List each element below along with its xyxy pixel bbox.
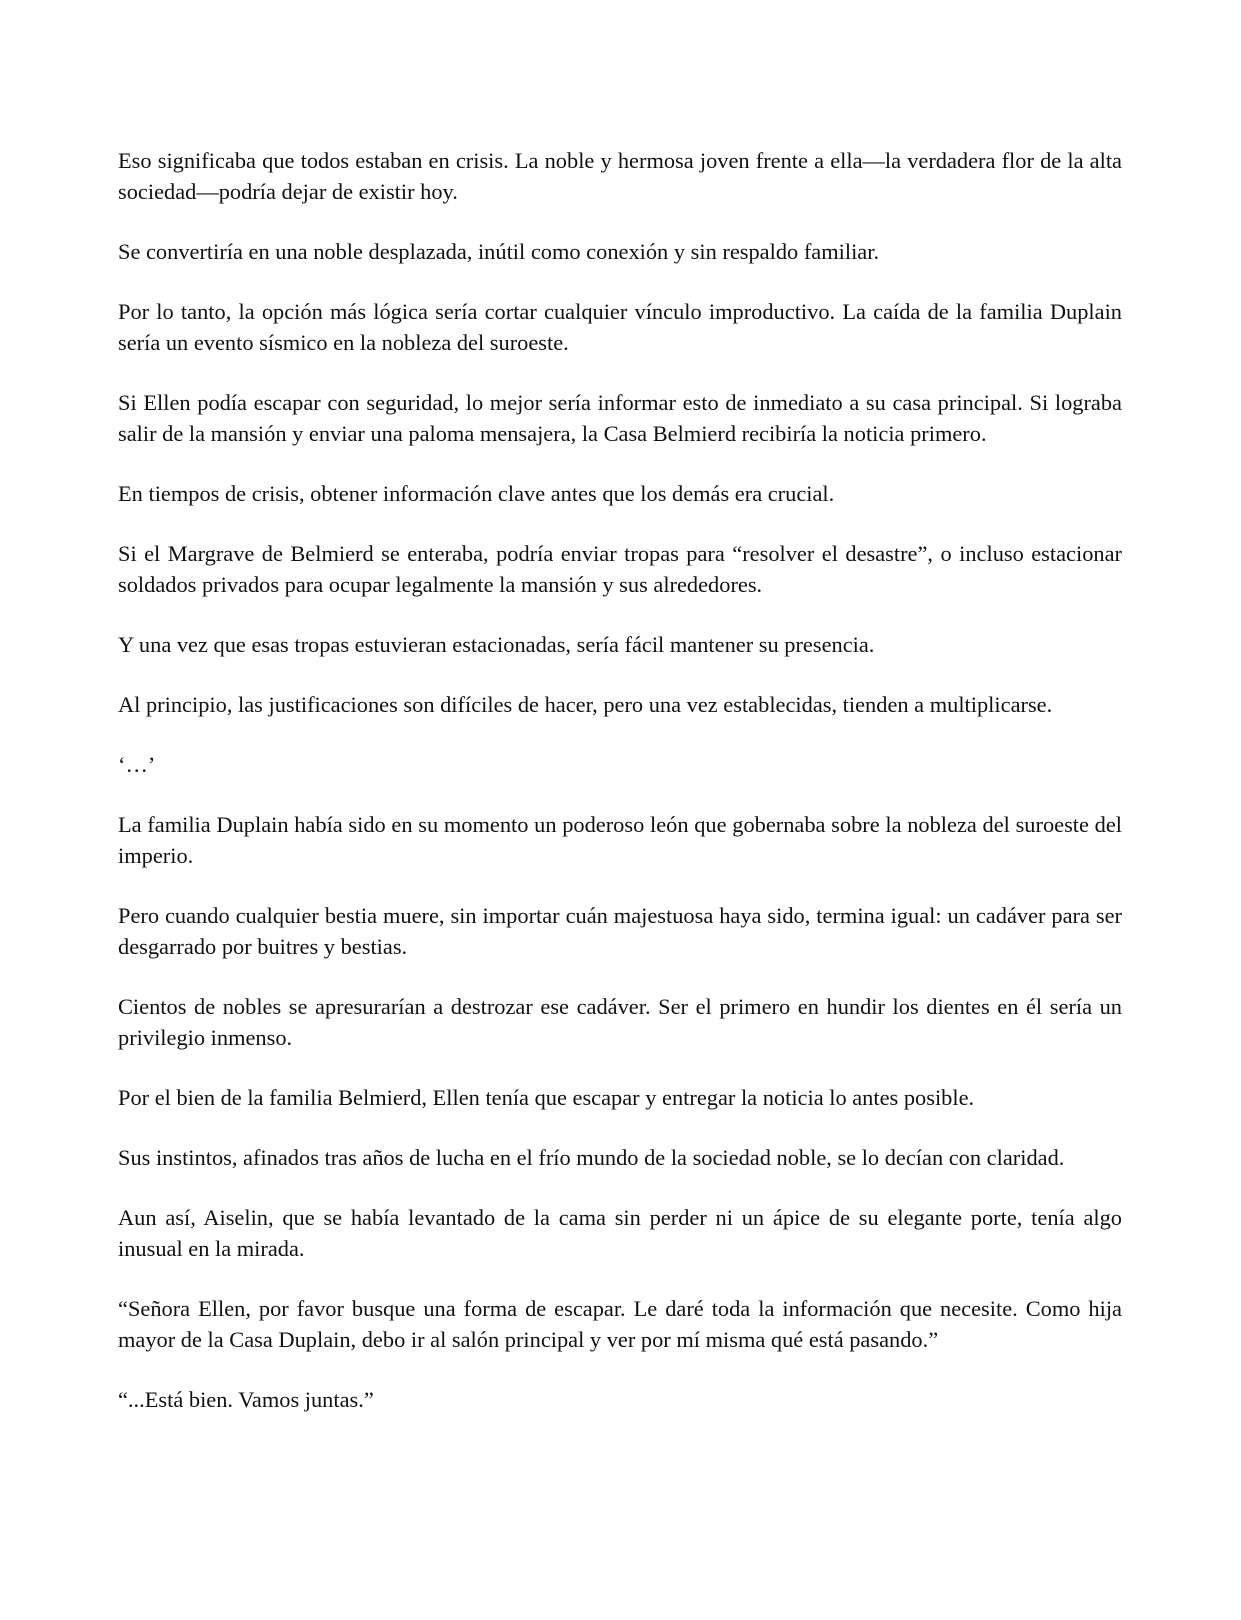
paragraph: Eso significaba que todos estaban en crisis. La noble y hermosa joven frente a ella—la verdadera flor de la alta sociedad—podría dejar de existir hoy. [118, 148, 1122, 204]
paragraph: Por lo tanto, la opción más lógica sería cortar cualquier vínculo improductivo. La caída de la familia Duplain sería un evento sísmico en la nobleza del suroeste. [118, 299, 1122, 355]
paragraph: Y una vez que esas tropas estuvieran estacionadas, sería fácil mantener su presencia. [118, 632, 875, 657]
paragraph: Cientos de nobles se apresurarían a destrozar ese cadáver. Ser el primero en hundir los dientes en él sería un privilegio inmenso. [118, 994, 1122, 1050]
paragraph: La familia Duplain había sido en su momento un poderoso león que gobernaba sobre la nobleza del suroeste del imperio. [118, 812, 1122, 868]
document-page [118, 145, 1122, 1444]
paragraph: Por el bien de la familia Belmierd, Ellen tenía que escapar y entregar la noticia lo antes posible. [118, 1085, 975, 1110]
paragraph: “...Está bien. Vamos juntas.” [118, 1387, 374, 1412]
paragraph: Si Ellen podía escapar con seguridad, lo mejor sería informar esto de inmediato a su casa principal. Si lograba salir de la mansión y enviar una paloma mensajera, la Casa Belmierd recibiría la noticia primero. [118, 390, 1122, 446]
paragraph: En tiempos de crisis, obtener información clave antes que los demás era crucial. [118, 481, 835, 506]
paragraph: ‘…’ [118, 752, 156, 777]
paragraph: Pero cuando cualquier bestia muere, sin importar cuán majestuosa haya sido, termina igual: un cadáver para ser desgarrado por buitres y bestias. [118, 903, 1122, 959]
paragraph: “Señora Ellen, por favor busque una forma de escapar. Le daré toda la información que necesite. Como hija mayor de la Casa Duplain, debo ir al salón principal y ver por mí misma qué está pasando.” [118, 1296, 1122, 1352]
paragraph: Sus instintos, afinados tras años de lucha en el frío mundo de la sociedad noble, se lo decían con claridad. [118, 1145, 1065, 1170]
paragraph: Si el Margrave de Belmierd se enteraba, podría enviar tropas para “resolver el desastre”, o incluso estacionar soldados privados para ocupar legalmente la mansión y sus alrededores. [118, 541, 1122, 597]
paragraph: Aun así, Aiselin, que se había levantado de la cama sin perder ni un ápice de su elegante porte, tenía algo inusual en la mirada. [118, 1205, 1122, 1261]
paragraph: Se convertiría en una noble desplazada, inútil como conexión y sin respaldo familiar. [118, 239, 880, 264]
paragraph: Al principio, las justificaciones son difíciles de hacer, pero una vez establecidas, tienden a multiplicarse. [118, 692, 1053, 717]
